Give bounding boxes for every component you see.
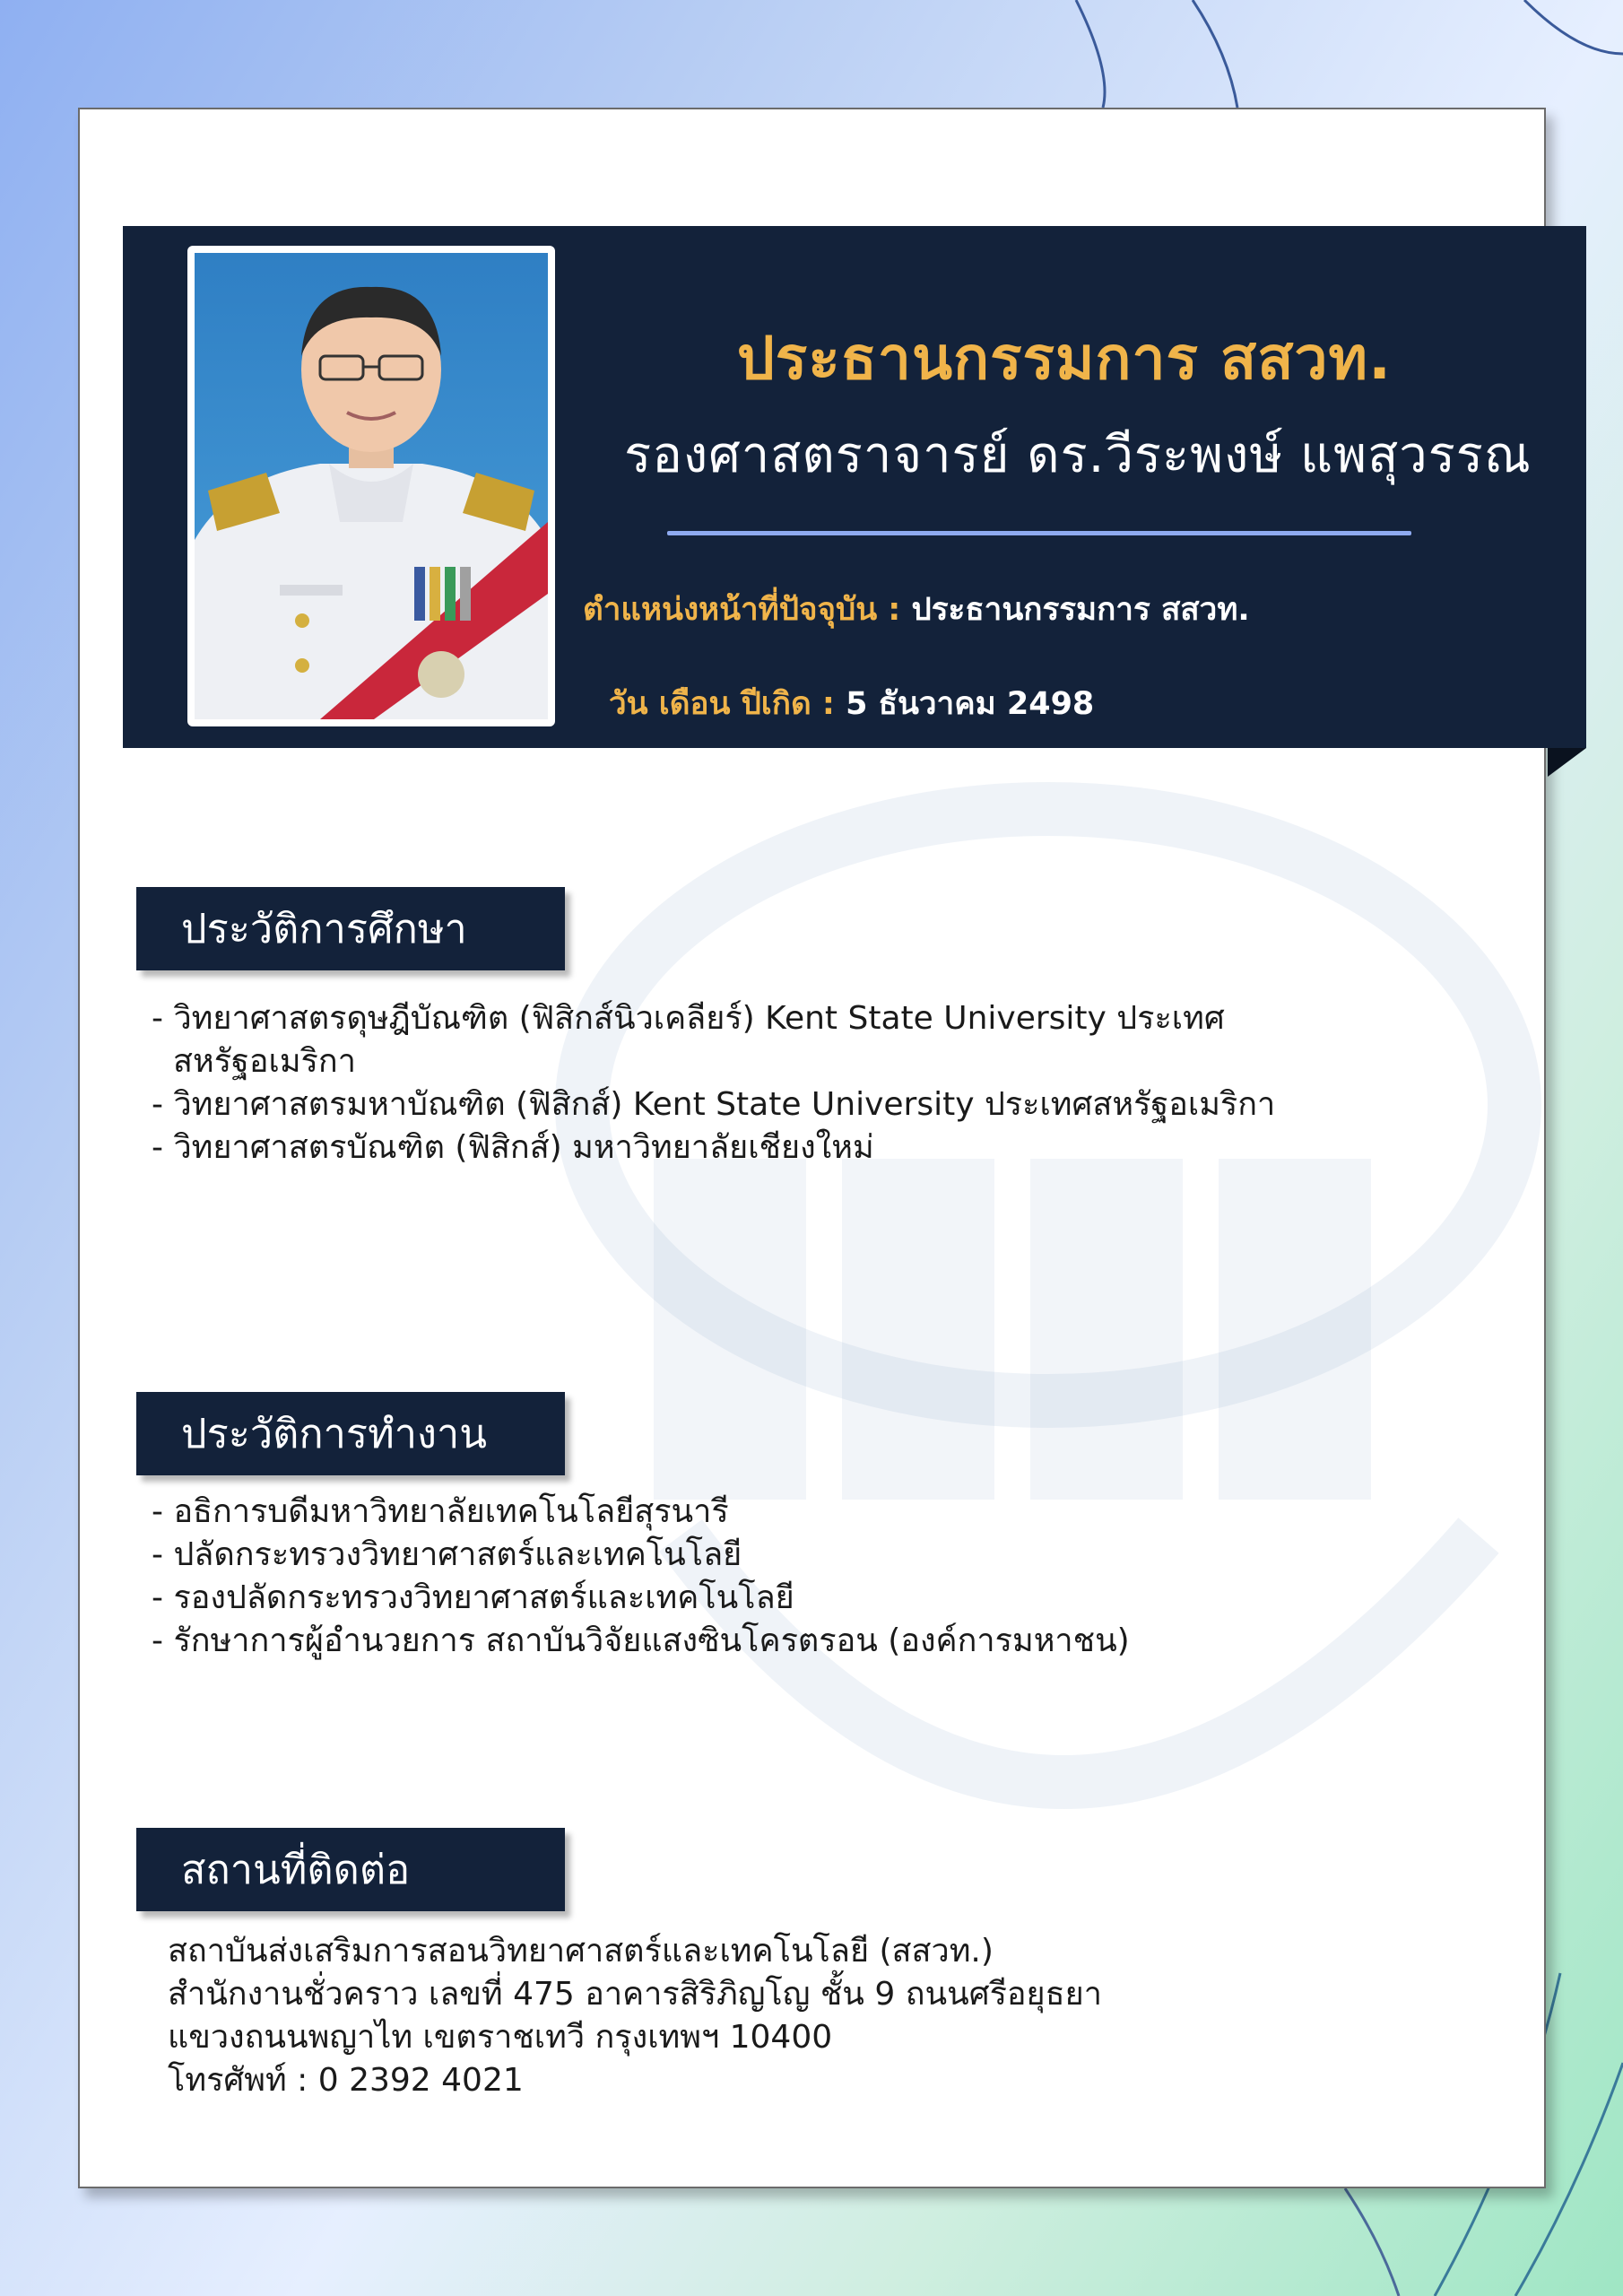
list-item: - รองปลัดกระทรวงวิทยาศาสตร์และเทคโนโลยี bbox=[152, 1577, 1497, 1620]
profile-sheet bbox=[78, 108, 1546, 2188]
list-item: - รักษาการผู้อำนวยการ สถาบันวิจัยแสงซินโครตรอน (องค์การมหาชน) bbox=[152, 1620, 1497, 1663]
education-heading: ประวัติการศึกษา bbox=[136, 887, 565, 970]
list-item: - วิทยาศาสตรบัณฑิต (ฟิสิกส์) มหาวิทยาลัยเชียงใหม่ bbox=[152, 1126, 1523, 1170]
contact-line: แขวงถนนพญาไท เขตราชเทวี กรุงเทพฯ 10400 bbox=[168, 2019, 833, 2056]
list-item: - วิทยาศาสตรดุษฎีบัณฑิต (ฟิสิกส์นิวเคลียร์) Kent State University ประเทศสหรัฐอเมริกา bbox=[152, 997, 1281, 1083]
dob-value: 5 ธันวาคม 2498 bbox=[846, 686, 1095, 722]
banner-divider bbox=[667, 531, 1411, 535]
contact-line: สถาบันส่งเสริมการสอนวิทยาศาสตร์และเทคโนโลยี (สสวท.) bbox=[168, 1933, 994, 1970]
contact-address bbox=[168, 1930, 1102, 2102]
contact-phone: โทรศัพท์ : 0 2392 4021 bbox=[168, 2062, 524, 2099]
current-position bbox=[583, 585, 1250, 634]
contact-heading: สถานที่ติดต่อ bbox=[136, 1828, 565, 1911]
work-heading: ประวัติการทำงาน bbox=[136, 1392, 565, 1475]
position-label: ตำแหน่งหน้าที่ปัจจุบัน : bbox=[583, 592, 901, 628]
list-item: - อธิการบดีมหาวิทยาลัยเทคโนโลยีสุรนารี bbox=[152, 1491, 1497, 1534]
banner-fold bbox=[1548, 748, 1586, 777]
education-list bbox=[152, 997, 1523, 1170]
list-item: - วิทยาศาสตรมหาบัณฑิต (ฟิสิกส์) Kent State University ประเทศสหรัฐอเมริกา bbox=[152, 1083, 1523, 1126]
position-value: ประธานกรรมการ สสวท. bbox=[911, 592, 1250, 628]
work-list bbox=[152, 1491, 1497, 1663]
profile-banner bbox=[123, 226, 1586, 748]
contact-line: สำนักงานชั่วคราว เลขที่ 475 อาคารสิริภิญโญ ชั้น 9 ถนนศรีอยุธยา bbox=[168, 1976, 1102, 2013]
date-of-birth bbox=[609, 679, 1094, 728]
banner-title: ประธานกรรมการ สสวท. bbox=[736, 324, 1393, 393]
list-item: - ปลัดกระทรวงวิทยาศาสตร์และเทคโนโลยี bbox=[152, 1534, 1497, 1577]
dob-label: วัน เดือน ปีเกิด : bbox=[609, 686, 835, 722]
portrait-photo bbox=[187, 246, 555, 726]
person-name: รองศาสตราจารย์ ดร.วีระพงษ์ แพสุวรรณ bbox=[624, 426, 1532, 484]
institute-watermark bbox=[546, 728, 1541, 2092]
